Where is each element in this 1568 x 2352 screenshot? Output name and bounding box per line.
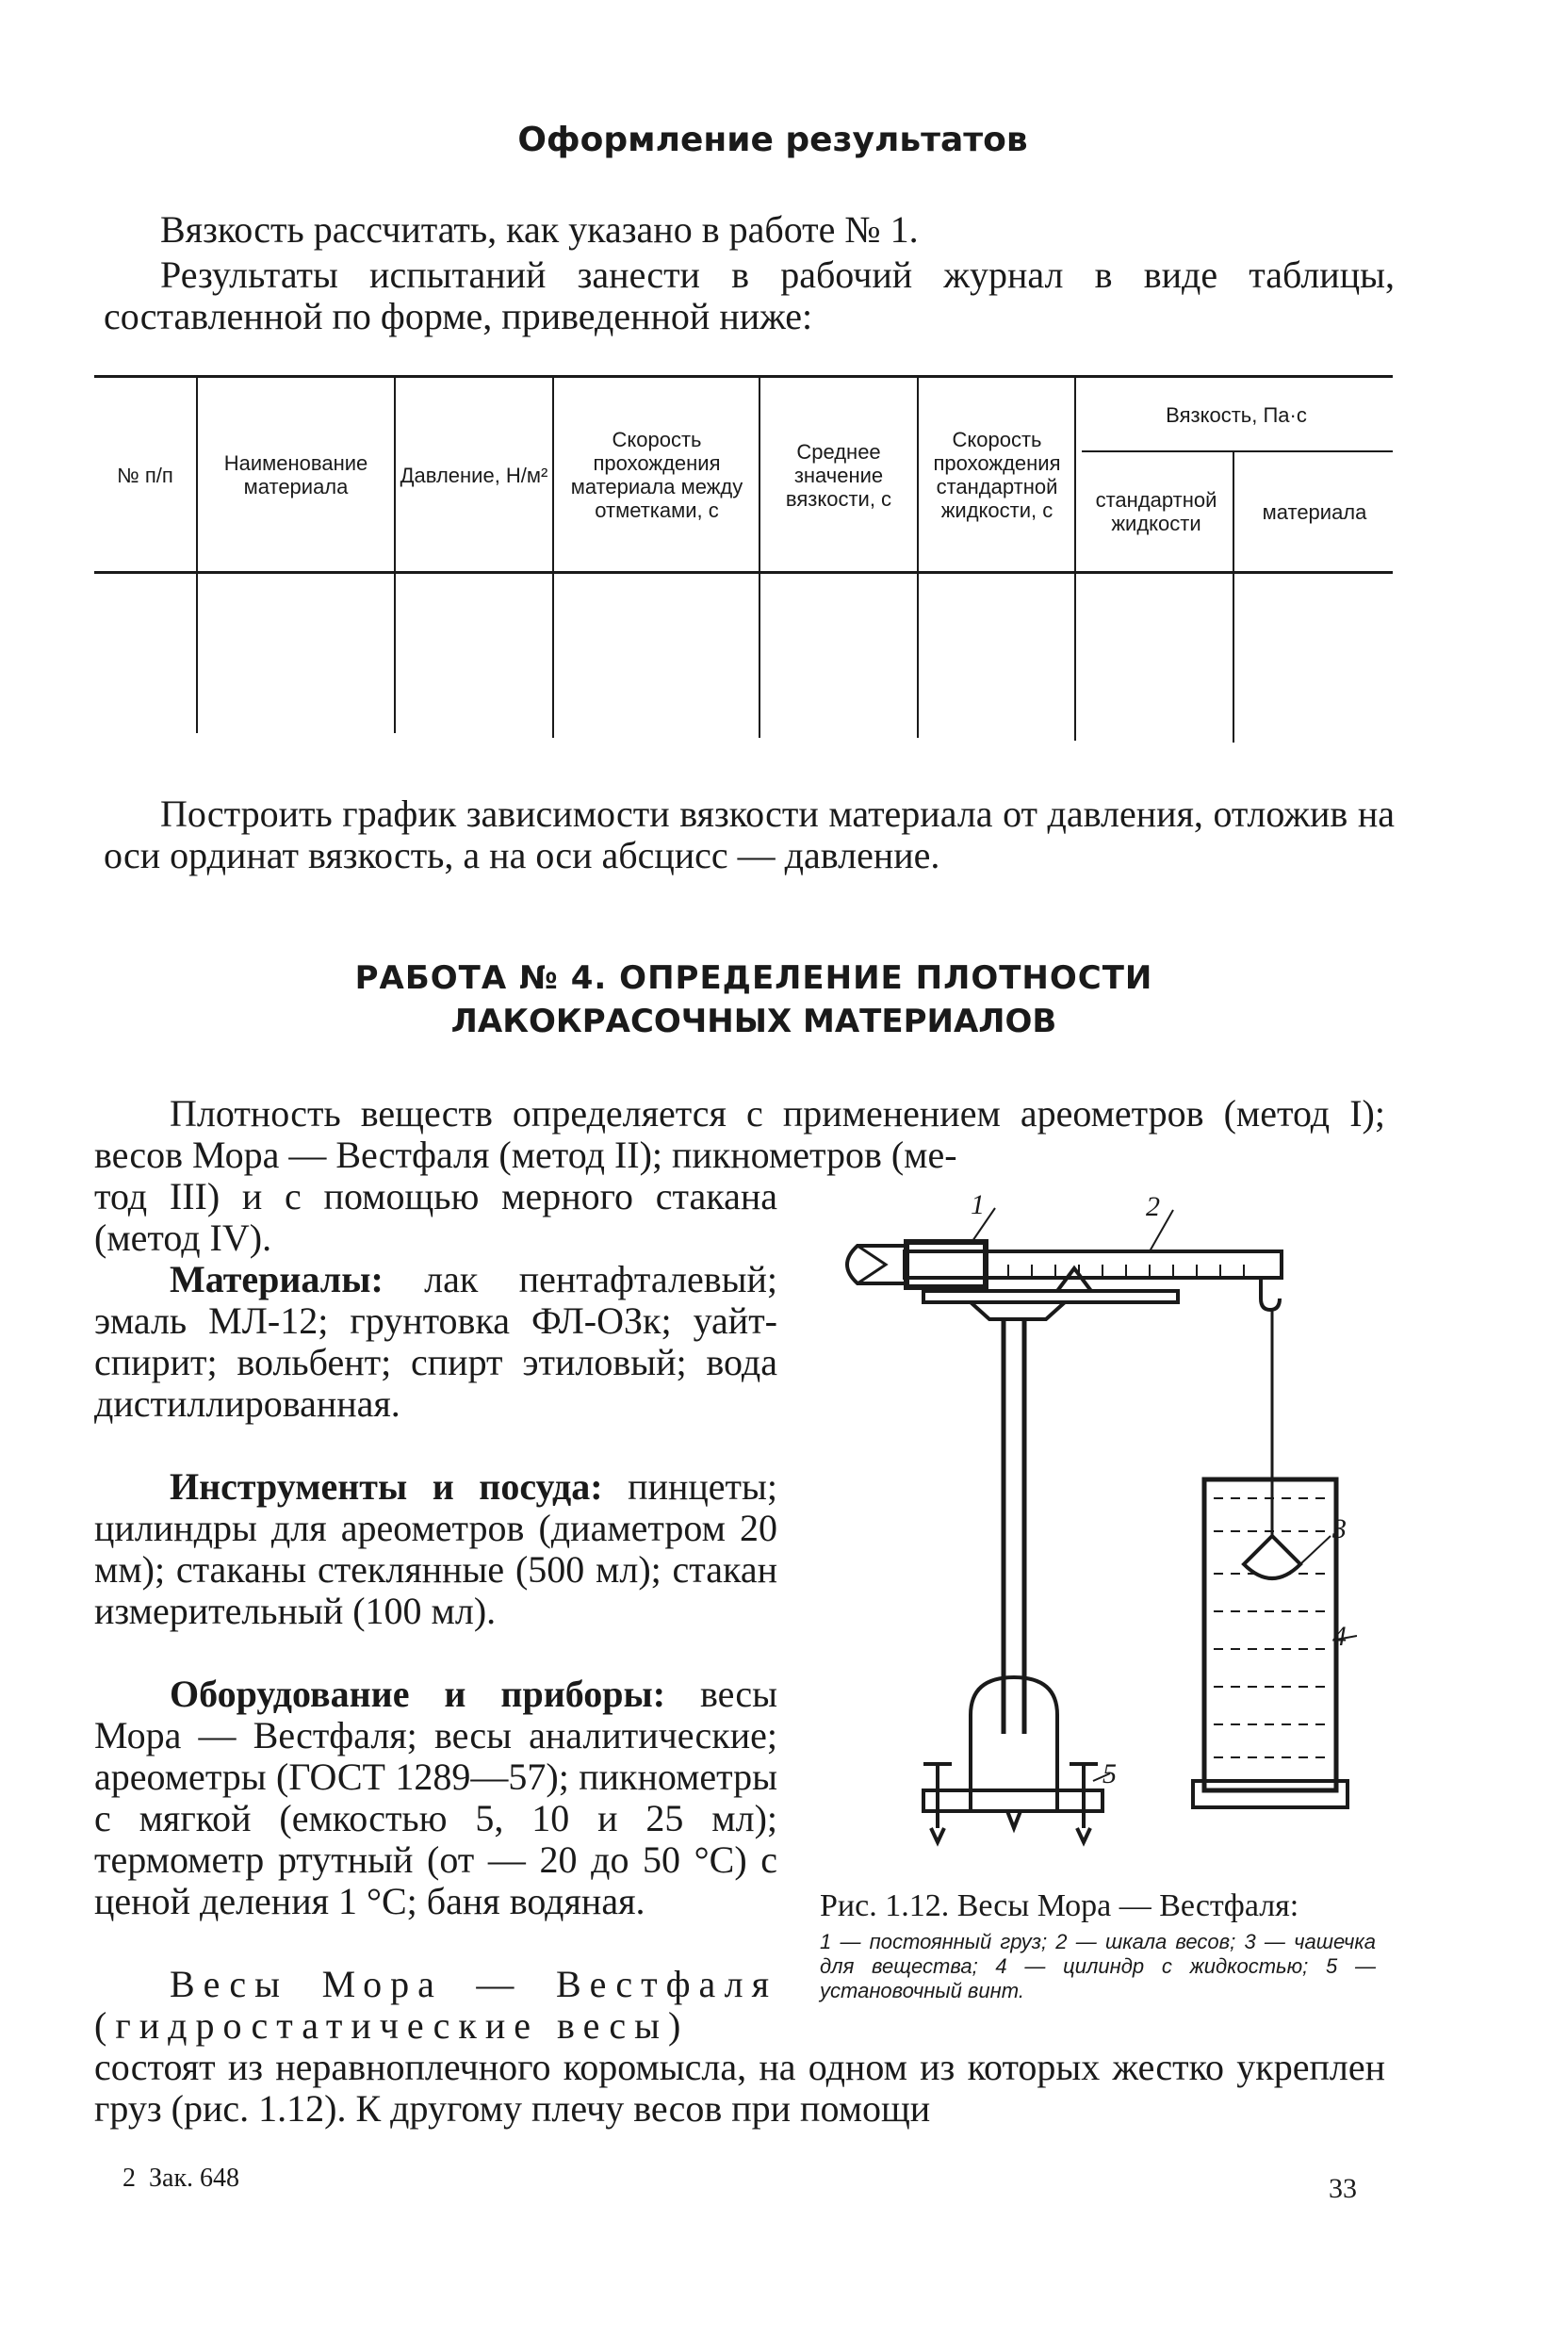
beam-scale: [1008, 1265, 1244, 1278]
graph-instruction: Построить график зависимости вязкости материала от давления, отложив на оси ординат вязкость, а на оси абсцисс — давление.: [104, 792, 1395, 876]
header-name: Наименование материала: [223, 451, 368, 498]
header-speed: Скорость прохождения материала между отметками, с: [570, 428, 743, 522]
header-std-liquid: стандартной жидкости: [1095, 488, 1217, 535]
footer-order: 2 Зак. 648: [122, 2164, 240, 2193]
mohr-westphal-figure: [829, 1187, 1357, 1847]
table-subheader-rule: [1082, 450, 1393, 452]
equipment-label: Оборудование и приборы:: [170, 1673, 666, 1715]
equipment-paragraph: [94, 1674, 777, 1922]
col-rule-3: [552, 375, 554, 738]
col-rule-1: [196, 375, 198, 733]
fig-label-2: 2: [1146, 1191, 1160, 1222]
col-rule-4: [759, 375, 760, 738]
page-number: 33: [1329, 2173, 1357, 2204]
table-top-rule: [94, 375, 1393, 378]
fig-label-5: 5: [1102, 1758, 1117, 1789]
scales-spaced-text: Весы Мора — Вестфаля (гидростатические весы): [94, 1963, 777, 2047]
density-intro: Плотность веществ определяется с применением ареометров (метод I); весов Мора — Вестфаля (метод II); пикнометров (ме-: [94, 1092, 1385, 1176]
fig-label-1: 1: [971, 1189, 985, 1220]
col-rule-5: [917, 375, 919, 738]
beam-tail: [847, 1246, 906, 1283]
header-num: № п/п: [117, 463, 173, 487]
materials-label: Материалы:: [170, 1258, 384, 1300]
fig-label-4: 4: [1332, 1621, 1347, 1652]
liquid-cylinder: [1204, 1479, 1336, 1790]
substance-cup: [1244, 1536, 1300, 1578]
materials-paragraph: [94, 1259, 777, 1425]
col-rule-2: [394, 375, 396, 733]
density-intro-cont: тод III) и с помощью мерного стакана (метод IV).: [94, 1175, 777, 1259]
work-title-line-2: ЛАКОКРАСОЧНЫХ МАТЕРИАЛОВ: [450, 1003, 1057, 1040]
intro-line-1: Вязкость рассчитать, как указано в работе № 1.: [160, 208, 919, 251]
section-title: Оформление результатов: [517, 121, 1028, 159]
materials-text: лак пентафталевый; эмаль МЛ-12; грунтовка ФЛ-ОЗк; уайт-спирит; вольбент; спирт этиловый; вода дистиллированная.: [94, 1258, 777, 1425]
col-rule-7: [1233, 450, 1234, 743]
platform: [923, 1790, 1102, 1811]
header-viscosity: Вязкость, Па·с: [1166, 402, 1307, 427]
closing-paragraph: состоят из неравноплечного коромысла, на одном из которых жестко укреплен груз (рис. 1.12). К другому плечу весов при помощи: [94, 2046, 1385, 2130]
header-pressure: Давление, Н/м²: [400, 463, 548, 487]
tools-text: пинцеты; цилиндры для ареометров (диаметром 20 мм); стаканы стеклянные (500 мл); стакан измерительный (100 мл).: [94, 1465, 778, 1632]
figure-legend: 1 — постоянный груз; 2 — шкала весов; 3 — чашечка для вещества; 4 — цилиндр с жидкостью; 5 — установочный винт.: [820, 1930, 1376, 2002]
header-material: материала: [1262, 499, 1367, 524]
constant-weight: [906, 1242, 986, 1287]
tools-paragraph: [94, 1466, 777, 1632]
beam: [905, 1251, 1282, 1278]
table-header-rule: [94, 571, 1393, 574]
leveling-screw: [923, 1762, 1098, 1842]
equipment-text: весы Мора — Вестфаля; весы аналитические; ареометры (ГОСТ 1289—57); пикнометры с мягкой (емкостью 5, 10 и 25 мл); термометр ртутный (от — 20 до 50 °С) с ценой деления 1 °С; баня водяная.: [94, 1673, 777, 1922]
tools-label: Инструменты и посуда:: [170, 1465, 603, 1508]
header-std-speed: Скорость прохождения стандартной жидкости, с: [933, 428, 1061, 522]
figure-caption: Рис. 1.12. Весы Мора — Вестфаля:: [820, 1888, 1299, 1923]
work-title-line-1: РАБОТА № 4. ОПРЕДЕЛЕНИЕ ПЛОТНОСТИ: [354, 959, 1153, 997]
intro-line-2: Результаты испытаний занести в рабочий журнал в виде таблицы, составленной по форме, приведенной ниже:: [104, 253, 1395, 337]
header-avg: Среднее значение вязкости, с: [785, 439, 892, 511]
col-rule-6: [1074, 375, 1076, 741]
fig-label-3: 3: [1332, 1513, 1347, 1544]
support-head: [923, 1291, 1178, 1302]
